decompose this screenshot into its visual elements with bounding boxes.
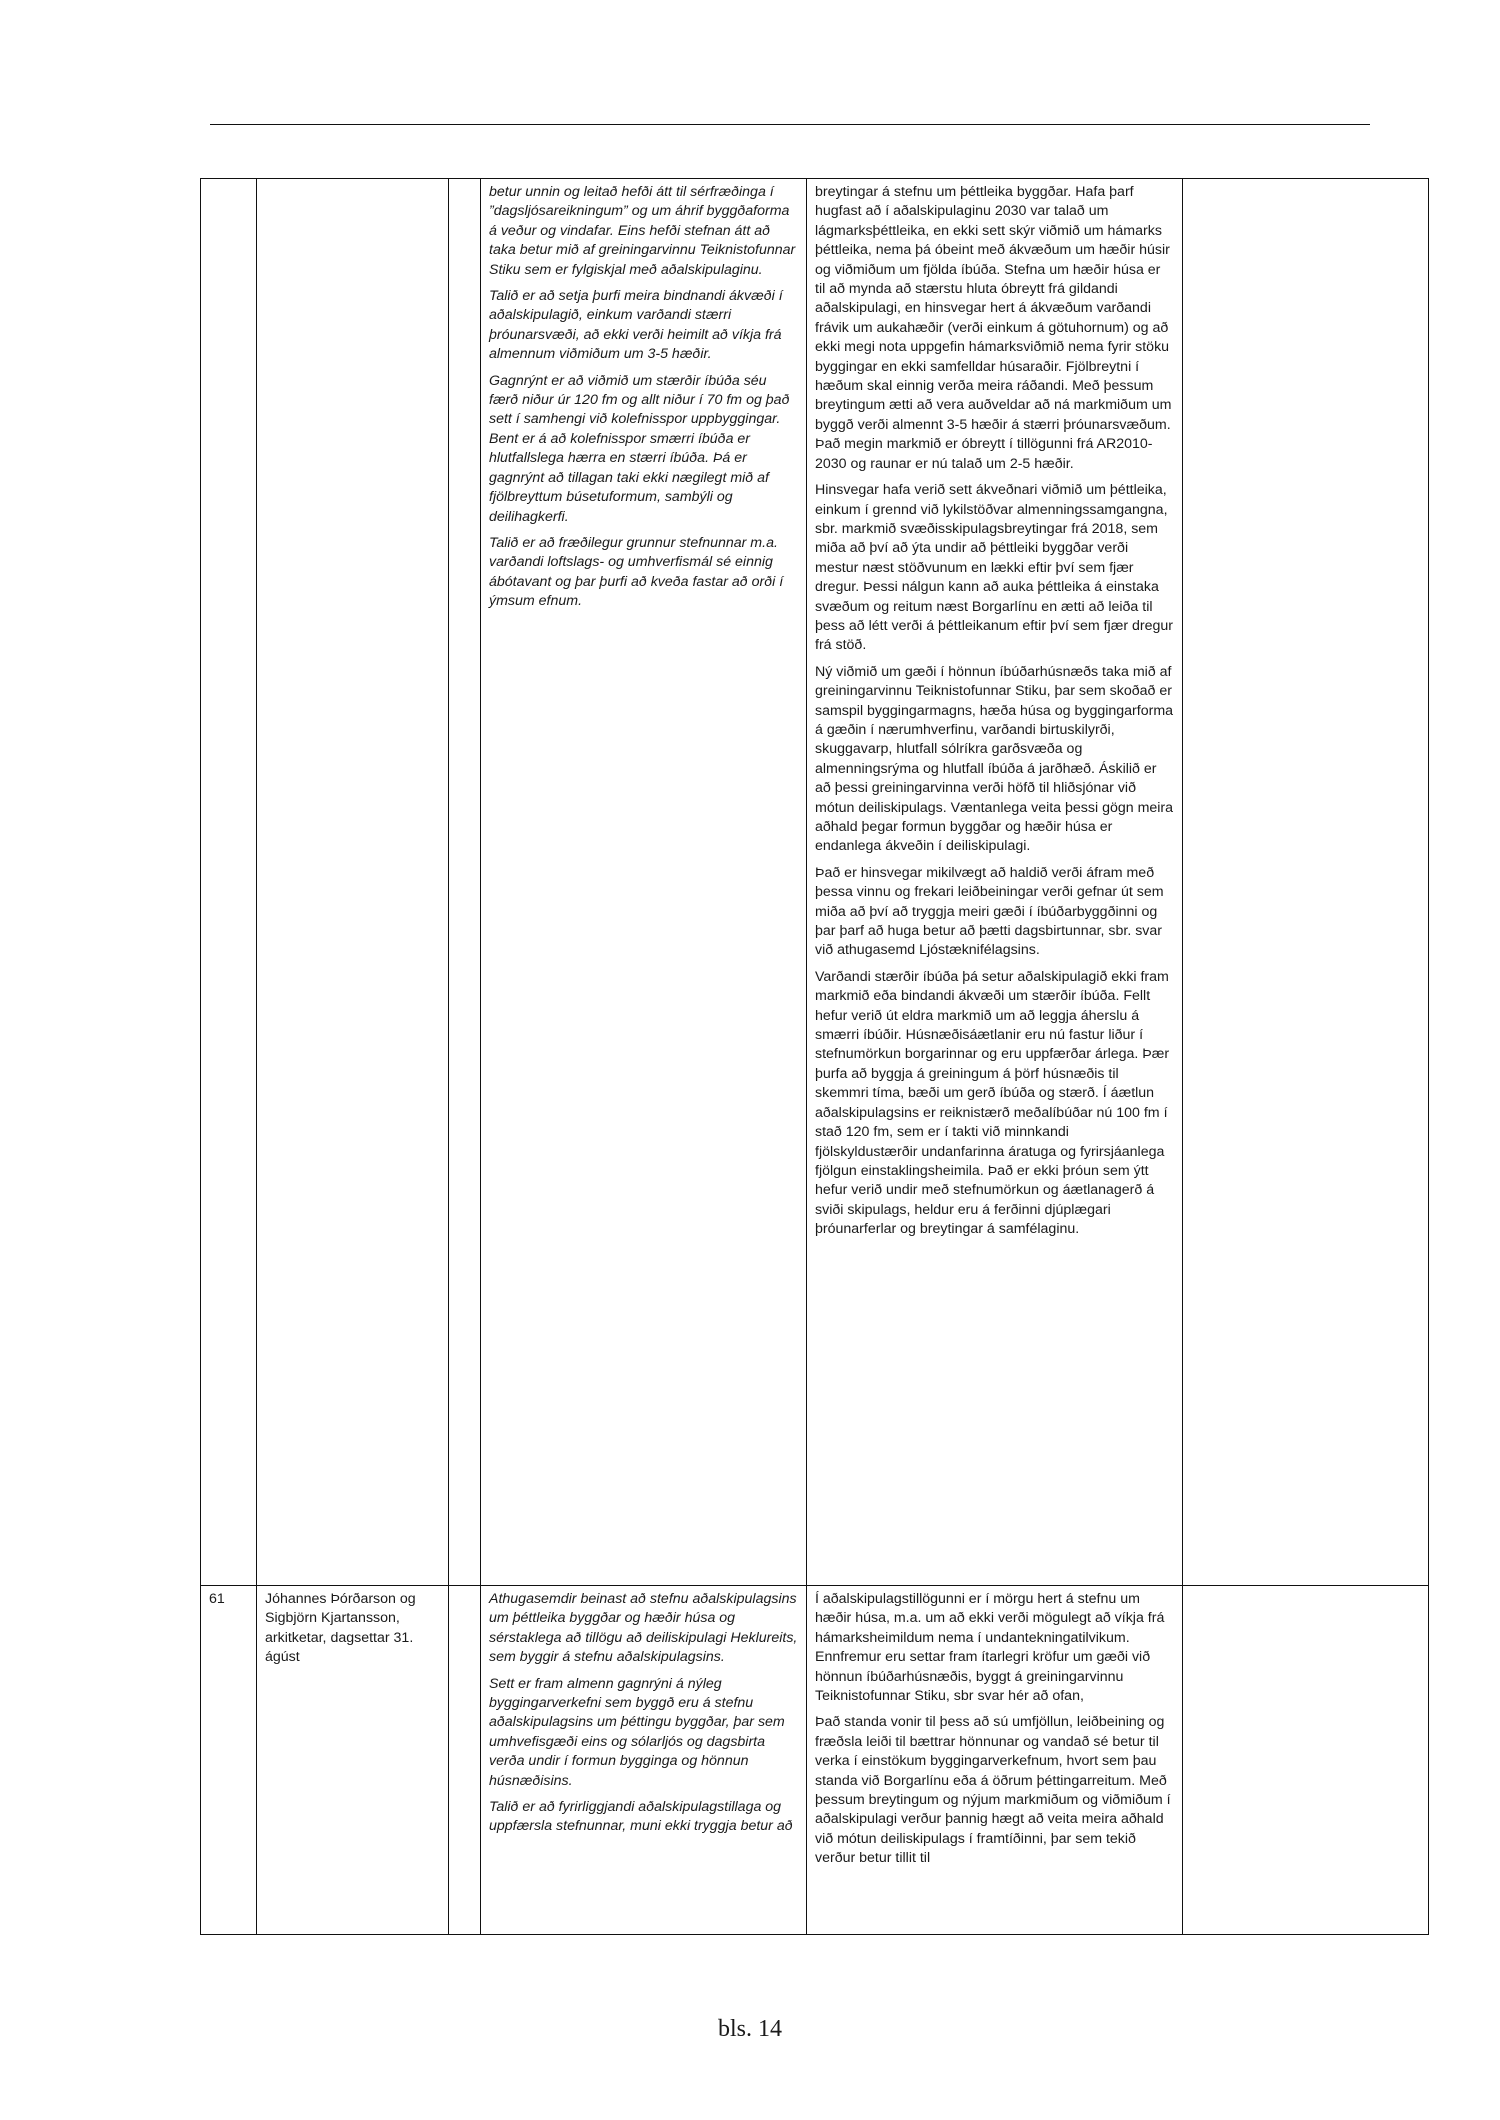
- comment-paragraph: Athugasemdir beinast að stefnu aðalskipulagsins um þéttleika byggðar og hæðir húsa og sérstaklega að tillögu að deiliskipulagi Heklureits, sem byggir á stefnu aðalskipulagsins.: [489, 1591, 798, 1666]
- reply-paragraph: Það standa vonir til þess að sú umfjöllun, leiðbeining og fræðsla leiði til bættrar hönnunar og vandað sé betur til verka í einstökum byggingarverkefnum, hvort sem þau standa við Borgarlínu eða á öðrum þéttingarreitum. Með þessum breytingum og nýjum markmiðum og viðmiðum í aðalskipulagi verður þannig hægt að veita meira aðhald við mótun deiliskipulags í framtíðinni, þar sem tekið verður betur tillit til: [815, 1714, 1171, 1867]
- reply-cell: [807, 1586, 1183, 1935]
- comment-paragraph: Gagnrýnt er að viðmið um stærðir íbúða séu færð niður úr 120 fm og allt niður í 70 fm og það sett í samhengi við kolefnisspor uppbyggingar. Bent er á að kolefnisspor smærri íbúða er hlutfallslega hærra en stærri íbúða. Þá er gagnrýnt að tillagan taki ekki nægilegt mið af fjölbreyttum búsetuformum, sambýli og deilihagkerfi.: [489, 372, 790, 525]
- reply-paragraph: Ný viðmið um gæði í hönnun íbúðarhúsnæðs taka mið af greiningarvinnu Teiknistofunnar Stiku, þar sem skoðað er samspil byggingarmagns, hæða húsa og byggingarforma á gæðin í nærumhverfinu, varðandi birtuskilyrði, skuggavarp, hlutfall sólríkra garðsvæða og almenningsrýma og hlutfall íbúða á jarðhæð. Áskilið er að þessi greiningarvinna verði höfð til hliðsjónar við mótun deiliskipulags. Væntanlega veita þessi gögn meira aðhald þegar formun byggðar og hæðir húsa er endanlega ákveðin í deiliskipulagi.: [815, 663, 1174, 855]
- comment-cell: [481, 179, 807, 1586]
- blank-cell: [449, 1586, 481, 1935]
- table-row: [201, 179, 1429, 1586]
- table-row: [201, 1586, 1429, 1935]
- reply-paragraph: Í aðalskipulagstillögunni er í mörgu hert á stefnu um hæðir húsa, m.a. um að ekki verði mögulegt að víkja frá hámarksheimildum nema í undantekningatilvikum. Ennfremur eru settar fram ítarlegri kröfur um gæði við hönnun íbúðarhúsnæðis, byggt á greiningarvinnu Teiknistofunnar Stiku, sbr svar hér að ofan,: [815, 1591, 1165, 1705]
- sender-cell: [257, 1586, 449, 1935]
- empty-cell: [1183, 179, 1429, 1586]
- comment-paragraph: Talið er að fræðilegur grunnur stefnunnar m.a. varðandi loftslags- og umhverfismál sé einnig ábótavant og þar þurfi að kveða fastar að orði í ýmsum efnum.: [489, 534, 784, 610]
- reply-paragraph: Varðandi stærðir íbúða þá setur aðalskipulagið ekki fram markmið eða bindandi ákvæði um stærðir íbúða. Fellt hefur verið út eldra markmið um að leggja áherslu á smærri íbúðir. Húsnæðisáætlanir eru nú fastur liður í stefnumörkun borgarinnar og eru uppfærðar árlega. Þær þurfa að byggja á greiningum á þörf húsnæðis til skemmri tíma, bæði um gerð íbúða og stærð. Í áætlun aðalskipulagsins er reiknistærð meðalíbúðar nú 100 fm í stað 120 fm, sem er í takti við minnkandi fjölskyldustærðir undanfarinna áratuga og fyrirsjáanlega fjölgun einstaklingsheimila. Það er ekki þróun sem ýtt hefur verið undir með stefnumörkun og áætlanagerð á sviði skipulags, heldur eru á ferðinni djúplægari þróunarferlar og breytingar á samfélaginu.: [815, 968, 1170, 1238]
- reply-paragraph: Það er hinsvegar mikilvægt að haldið verði áfram með þessa vinnu og frekari leiðbeiningar verði gefnar út sem miða að því að tryggja meiri gæði í íbúðarbyggðinni og þar þarf að huga betur að þætti dagsbirtunnar, sbr. svar við athugasemd Ljóstæknifélagsins.: [815, 864, 1164, 959]
- reply-paragraph: breytingar á stefnu um þéttleika byggðar. Hafa þarf hugfast að í aðalskipulaginu 2030 var talað um lágmarksþéttleika, en ekki sett skýr viðmið um hámarks þéttleika, nema þá óbeint með ákvæðum um hæðir húsir og viðmiðum um fjölda íbúða. Stefna um hæðir húsa er til að mynda að stærstu hluta óbreytt frá gildandi aðalskipulagi, en hinsvegar hert á ákvæðum varðandi frávik um aukahæðir (verði einkum á götuhornum) og að ekki megi nota uppgefin hámarksviðmið nema fyrir stöku byggingar en ekki samfelldar húsaraðir. Fjölbreytni í hæðum skal einnig verða meira ráðandi. Með þessum breytingum ætti að vera auðveldar að ná markmiðum um byggð verði almennt 3-5 hæðir á stærri þróunarsvæðum. Það megin markmið er óbreytt í tillögunni frá AR2010-2030 og raunar er nú talað um 2-5 hæðir.: [815, 184, 1172, 472]
- header-rule: [210, 124, 1370, 125]
- empty-cell: [1183, 1586, 1429, 1935]
- sender-name: Jóhannes Þórðarson og Sigbjörn Kjartansson, arkitketar, dagsettar 31. ágúst: [265, 1591, 416, 1666]
- comment-paragraph: betur unnin og leitað hefði átt til sérfræðinga í ”dagsljósareikningum” og um áhrif byggðaforma á veður og vindafar. Eins hefði stefnan átt að taka betur mið af greiningarvinnu Teiknistofunnar Stiku sem er fylgiskjal með aðalskipulaginu.: [489, 184, 796, 278]
- comment-cell: [481, 1586, 807, 1935]
- sender-cell: [257, 179, 449, 1586]
- comment-paragraph: Sett er fram almenn gagnrýni á nýleg byggingarverkefni sem byggð eru á stefnu aðalskipulagsins um þéttingu byggðar, þar sem umhvefisgæði eins og sólarljós og dagsbirta verða undir í formun bygginga og hönnun húsnæðisins.: [489, 1675, 785, 1789]
- comment-paragraph: Talið er að fyrirliggjandi aðalskipulagstillaga og uppfærsla stefnunnar, muni ekki tryggja betur að: [489, 1799, 793, 1835]
- row-number-cell: [201, 1586, 257, 1935]
- blank-cell: [449, 179, 481, 1586]
- reply-cell: [807, 179, 1183, 1586]
- comments-table: [200, 178, 1429, 1935]
- reply-paragraph: Hinsvegar hafa verið sett ákveðnari viðmið um þéttleika, einkum í grennd við lykilstöðvar almenningssamgangna, sbr. markmið svæðisskipulagsbreytingar frá 2018, sem miða að því að ýta undir að þéttleiki byggðar verði mestur næst stöðvunum en lækki eftir því sem fjær dregur. Þessi nálgun kann að auka þéttleika á einstaka svæðum og reitum næst Borgarlínu en ætti að leiða til þess að létt verði á þéttleikanum eftir því sem fjær dregur frá stöð.: [815, 482, 1173, 654]
- row-number: 61: [209, 1591, 225, 1607]
- row-number-cell: [201, 179, 257, 1586]
- page-number: bls. 14: [717, 2016, 782, 2042]
- comment-paragraph: Talið er að setja þurfi meira bindnandi ákvæði í aðalskipulagið, einkum varðandi stærri þróunarsvæði, að ekki verði heimilt að víkja frá almennum viðmiðum um 3-5 hæðir.: [489, 288, 783, 363]
